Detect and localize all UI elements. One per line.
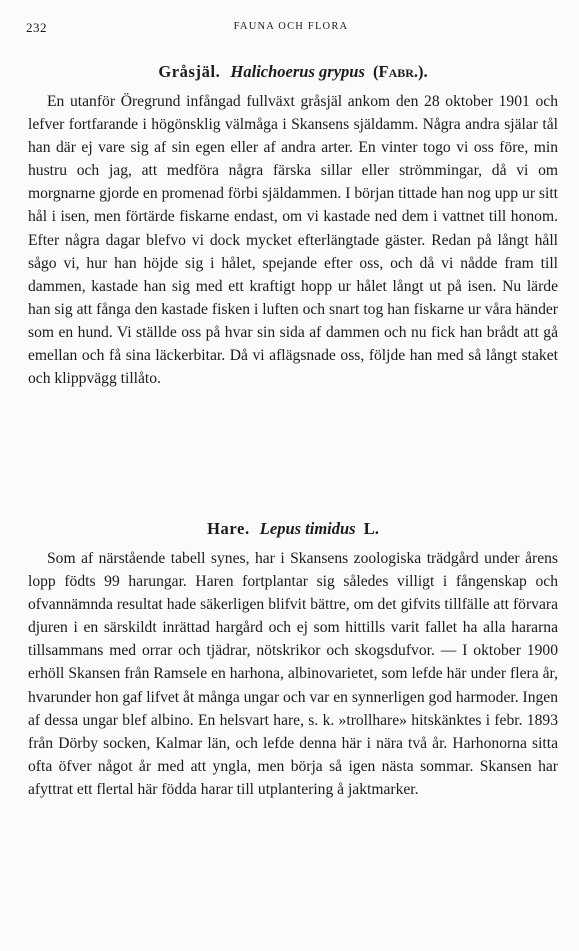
running-header [26, 20, 556, 38]
authority-name: Fabr. [378, 62, 419, 81]
page-number: 232 [26, 20, 47, 35]
latin-name: Lepus timidus [259, 519, 356, 538]
taxon-authority: L. [363, 519, 379, 538]
section-grasjal [28, 61, 558, 390]
section-paragraph: Som af närstående tabell synes, har i Skansens zoologiska trädgård under årens lopp födts 99 harungar. Haren fortplantar sig således villigt i fångenskap och ofvannämnda resultat hade säkerligen blifvit bättre, om det gifvits tillfälle att förvara djuren i en särskildt inrättad hargård och ej som hittills varit fallet ha alla hararna tillsammans med orrar och tjädrar, nötskrikor och skogsdufvor. — I oktober 1900 erhöll Skansen från Ramsele en harhona, albinovarietet, som lefde här under flera år, hvarunder hon gaf lifvet åt många ungar och var en synnerligen god harmoder. Ingen af dessa ungar blef albino. En helsvart hare, s. k. »trollhare» hitskänktes i febr. 1893 från Dörby socken, Kalmar län, och lefde denna här i nära två år. Harhonorna sitta ofta öfver något år med att yngla, men börja så igen nästa sommar. Skansen har afyttrat ett flertal här födda harar till utplantering å jaktmarker. [28, 550, 559, 798]
section-paragraph: En utanför Öregrund infångad fullväxt gråsjäl ankom den 28 oktober 1901 och lefver fortfarande i högönsklig välmåga i Skansens själdamm. Några andra själar tål han där ej vare sig af sin egen eller af andra arter. En vinter togo vi oss före, min hustru och jag, att medföra några färska sillar eller strömmingar, då vi om morgnarne gjorde en promenad förbi själdammen. I början tittade han nog upp ur sitt hål i isen, men förtärde fiskarne endast, om vi kastade ned dem i vattnet till honom. Efter några dagar blefvo vi dock mycket efterlängtade gäster. Redan på långt håll sågo vi, hur han höjde sig i hålet, spejande efter oss, och då vi nådde fram till dammen, kastade han sig med ett kraftigt hopp ur hålet långt ut på isen. Nu lärde han sig att fånga den kastade fisken i luften och snart tog han fiskarne ur våra händer som en hund. Vi ställde oss på hvar sin sida af dammen och nu fick han brådt att gå emellan och få sina läckerbitar. Då vi aflägsnade oss, följde han med så långt staket och klippvägg tillåto. [28, 93, 558, 388]
running-title: FAUNA OCH FLORA [233, 21, 349, 32]
common-name: Gråsjäl. [158, 62, 221, 81]
authority-open-paren: ( [372, 62, 379, 81]
authority-close-paren: ). [418, 62, 428, 81]
section-heading [28, 61, 558, 83]
section-hare [28, 518, 558, 801]
latin-name: Halichoerus grypus [230, 62, 365, 81]
section-heading [28, 518, 558, 540]
common-name: Hare. [207, 519, 250, 538]
taxon-authority [373, 62, 428, 81]
